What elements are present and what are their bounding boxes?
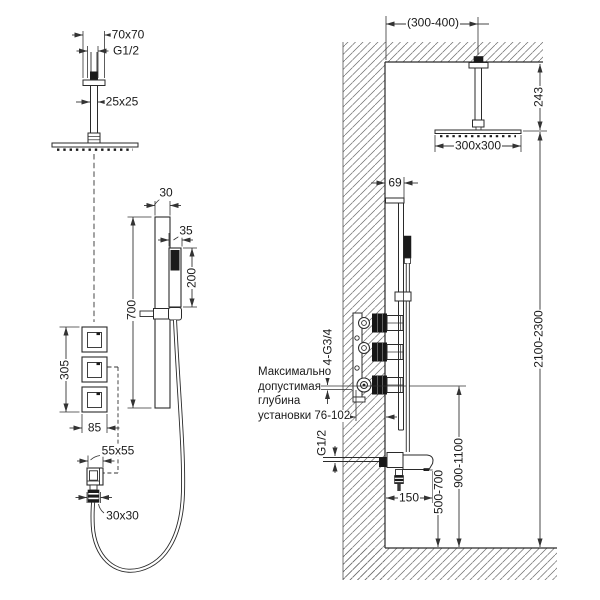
- dim-bar-length: 700: [124, 299, 139, 321]
- dim-bar-width: 30: [159, 185, 173, 200]
- dim-outlet-connector-size: 30x30: [106, 508, 139, 523]
- dim-arm-size: 25x25: [105, 94, 139, 109]
- note-max-depth-line1: Максимально: [258, 366, 332, 378]
- dim-arm-drop: 243: [531, 86, 546, 108]
- dim-spout-length: 150: [398, 490, 420, 505]
- dim-head-size: 300x300: [454, 138, 502, 153]
- dim-wall-offset: (300-400): [406, 15, 460, 30]
- note-max-depth-line3: глубина: [258, 395, 301, 407]
- dim-bar-wall-offset: 69: [388, 175, 402, 190]
- dim-hand-shower-width: 35: [179, 223, 193, 238]
- dim-valve-panel-height: 305: [57, 359, 72, 380]
- dim-valve-panel-width: 85: [87, 420, 102, 435]
- dim-spout-height: 500-700: [431, 469, 446, 515]
- note-max-depth-line4: установки 76-102: [258, 409, 351, 422]
- dim-head-thread: G1/2: [112, 43, 140, 58]
- label-supply-connections: 4-G3/4: [320, 328, 335, 366]
- dim-hand-shower-length: 200: [184, 267, 199, 288]
- dim-outlet-size: 55x55: [101, 443, 135, 458]
- dim-mixer-height: 900-1100: [451, 438, 466, 488]
- dim-spout-thread: G1/2: [314, 429, 329, 457]
- note-max-depth-line2: допустимая: [258, 380, 321, 393]
- dim-total-height: 2100-2300: [531, 310, 546, 368]
- dim-head-plate-size: 70x70: [111, 27, 145, 42]
